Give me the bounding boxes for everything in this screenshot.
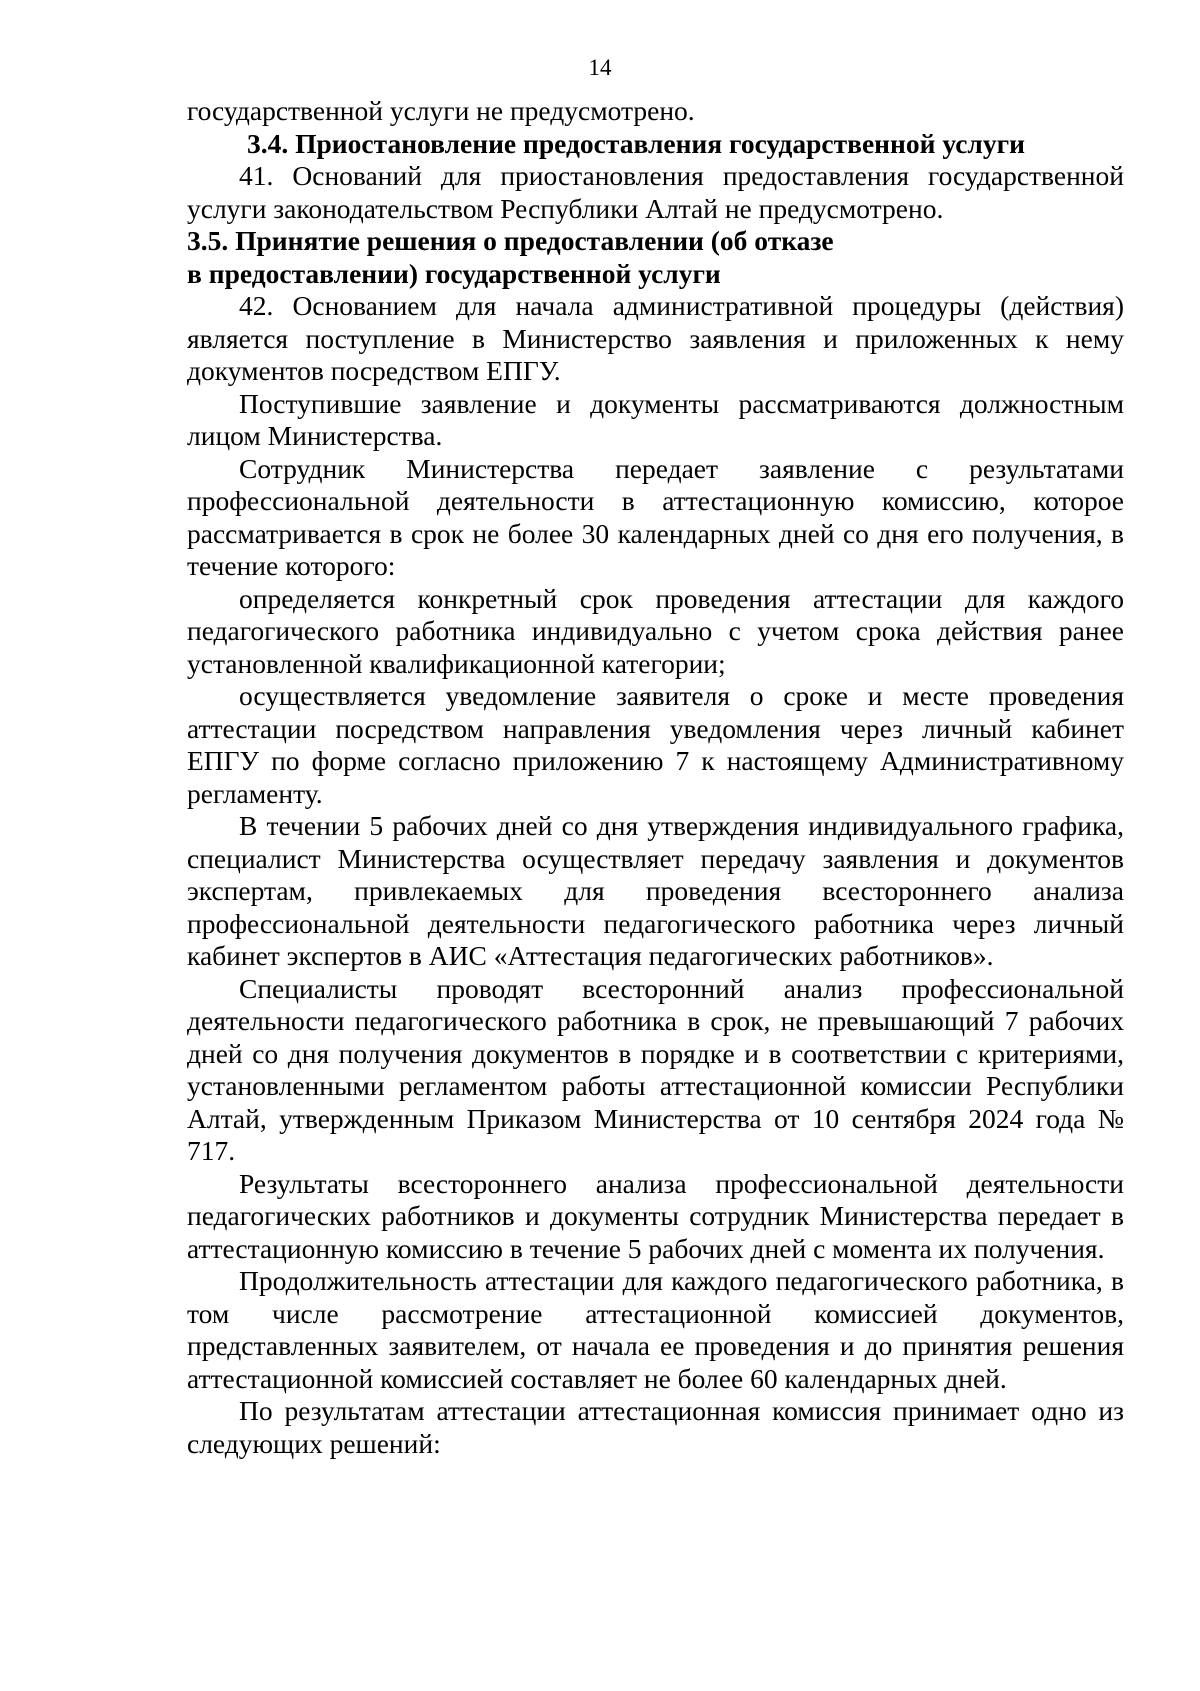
section-heading-3-4: 3.4. Приостановление предоставления государственной услуги <box>247 127 1025 159</box>
section-heading-3-5 <box>187 225 1124 290</box>
paragraph-42-h: Результаты всестороннего анализа профессиональной деятельности педагогических работников и документы сотрудник Министерства передает в аттестационную комиссию в течение 5 рабочих дней с момента их получения. <box>187 1167 1124 1264</box>
paragraph-41: 41. Оснований для приостановления предоставления государственной услуги законодательством Республики Алтай не предусмотрено. <box>187 160 1124 224</box>
paragraph-continuation: государственной услуги не предусмотрено. <box>187 95 695 126</box>
paragraph-42: 42. Основанием для начала административной процедуры (действия) является поступление в Министерство заявления и приложенных к нему документов посредством ЕПГУ. <box>187 290 1124 386</box>
paragraph-42-j: По результатам аттестации аттестационная комиссия принимает одно из следующих решений: <box>187 1395 1124 1459</box>
paragraph-42-b: Поступившие заявление и документы рассматриваются должностным лицом Министерства. <box>187 387 1124 451</box>
paragraph-42-f: В течении 5 рабочих дней со дня утверждения индивидуального графика, специалист Министерства осуществляет передачу заявления и документов экспертам, привлекаемых для проведения всестороннего анализа профессиональной деятельности педагогического работника через личный кабинет экспертов в АИС «Аттестация педагогических работников». <box>187 810 1124 971</box>
section-heading-3-5-line-2: в предоставлении) государственной услуги <box>187 257 721 289</box>
paragraph-42-i: Продолжительность аттестации для каждого педагогического работника, в том числе рассмотрение аттестационной комиссией документов, представленных заявителем, от начала ее проведения и до принятия решения аттестационной комиссией составляет не более 60 календарных дней. <box>187 1265 1124 1394</box>
paragraph-42-g: Специалисты проводят всесторонний анализ профессиональной деятельности педагогического работника в срок, не превышающий 7 рабочих дней со дня получения документов в порядке и в соответствии с критериями, установленными регламентом работы аттестационной комиссии Республики Алтай, утвержденным Приказом Министерства от 10 сентября 2024 года № 717. <box>187 972 1124 1166</box>
document-body <box>187 95 1124 1460</box>
paragraph-42-c: Сотрудник Министерства передает заявление с результатами профессиональной деятельности в аттестационную комиссию, которое рассматривается в срок не более 30 календарных дней со дня его получения, в течение которого: <box>187 452 1124 581</box>
page-number: 14 <box>588 55 612 80</box>
section-heading-3-5-line-1: 3.5. Принятие решения о предоставлении (об отказе <box>187 225 834 256</box>
paragraph-42-e: осуществляется уведомление заявителя о сроке и месте проведения аттестации посредством направления уведомления через личный кабинет ЕПГУ по форме согласно приложению 7 к настоящему Административному регламенту. <box>187 680 1124 809</box>
paragraph-42-d: определяется конкретный срок проведения аттестации для каждого педагогического работника индивидуально с учетом срока действия ранее установленной квалификационной категории; <box>187 582 1124 679</box>
